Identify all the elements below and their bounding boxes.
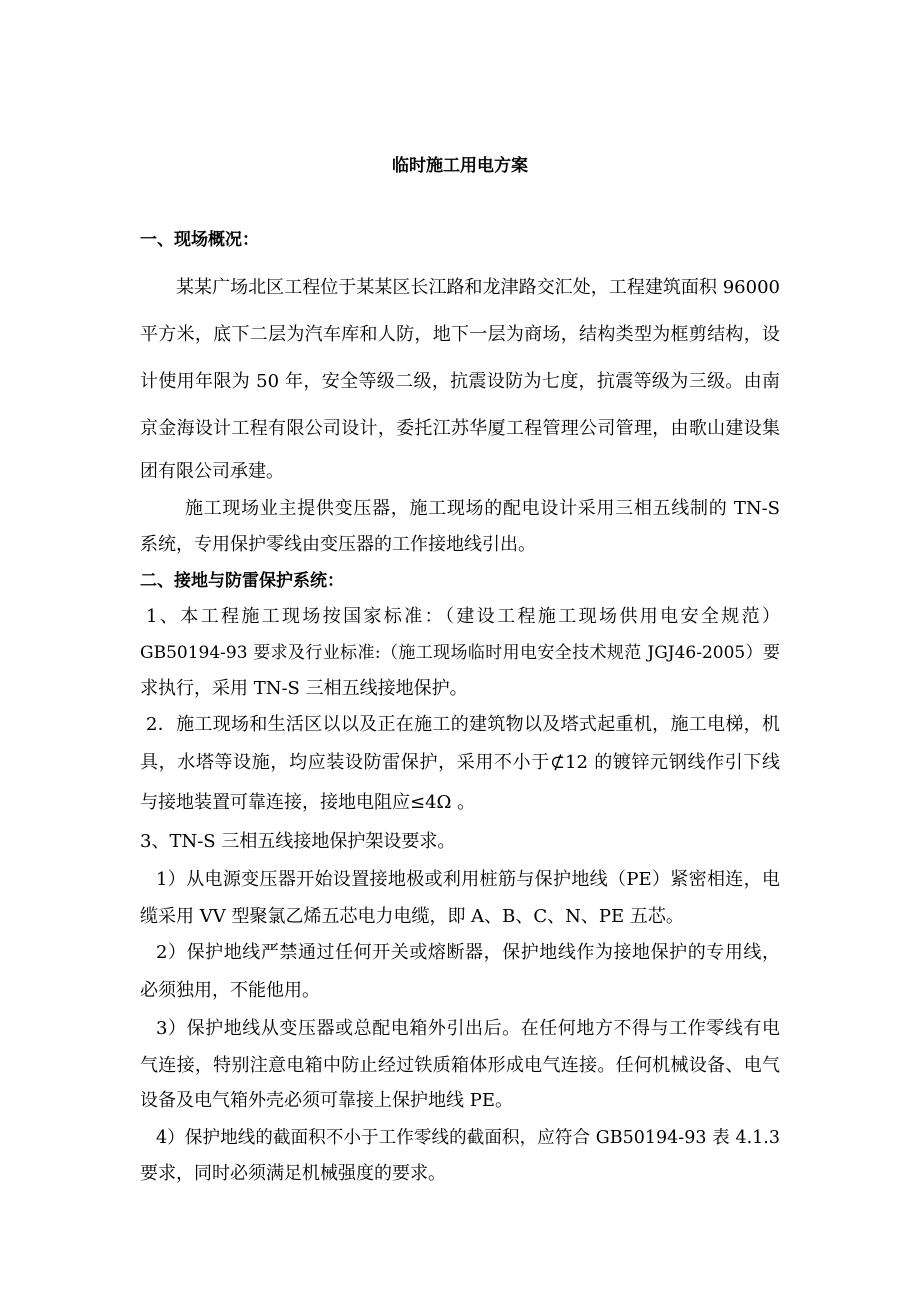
sub-item-line: 要求，同时必须满足机械强度的要求。 [140,1163,446,1184]
sub-item-line: 必须独用，不能他用。 [140,980,320,1001]
section-heading-site-overview: 一、现场概况： [140,230,259,250]
sub-item-line: 缆采用 VV 型聚氯乙烯五芯电力电缆，即 A、B、C、N、PE 五芯。 [140,906,684,927]
sub-item-line: 设备及电气箱外壳必须可靠接上保护地线 PE。 [140,1090,513,1111]
sub-item-line: 2）保护地线严禁通过任何开关或熔断器，保护地线作为接地保护的专用线， [156,942,780,963]
list-item-line: 2．施工现场和生活区以以及正在施工的建筑物以及塔式起重机，施工电梯，机 [146,714,780,735]
paragraph-line: 平方米，底下二层为汽车库和人防，地下一层为商场，结构类型为框剪结构，设 [140,324,780,345]
paragraph-line: 系统，专用保护零线由变压器的工作接地线引出。 [140,534,536,555]
paragraph-line: 某某广场北区工程位于某某区长江路和龙津路交汇处，工程建筑面积 96000 [176,277,780,298]
paragraph-line: 团有限公司承建。 [140,461,284,482]
list-item-line: 1、本工程施工现场按国家标准：（建设工程施工现场供用电安全规范） [146,606,780,627]
paragraph-line: 京金海设计工程有限公司设计，委托江苏华厦工程管理公司管理，由歌山建设集 [140,418,780,439]
sub-item-line: 4）保护地线的截面积不小于工作零线的截面积，应符合 GB50194-93 表 4.1.3 [156,1128,780,1148]
list-item-line: GB50194-93 要求及行业标准:（施工现场临时用电安全技术规范 JGJ46-2005）要 [140,643,780,663]
section-heading-grounding-lightning: 二、接地与防雷保护系统： [140,571,344,591]
sub-item-line: 气连接，特别注意电箱中防止经过铁质箱体形成电气连接。任何机械设备、电气 [140,1055,780,1076]
list-item-line: 具，水塔等设施，均应装设防雷保护，采用不小于⊄12 的镀锌元钢线作引下线 [140,752,780,773]
list-item-line: 求执行，采用 TN-S 三相五线接地保护。 [140,678,468,699]
sub-item-line: 1）从电源变压器开始设置接地极或利用桩筋与保护地线（PE）紧密相连，电 [156,869,780,890]
document-title: 临时施工用电方案 [392,156,528,176]
paragraph-line: 计使用年限为 50 年，安全等级二级，抗震设防为七度，抗震等级为三级。由南 [140,371,780,392]
list-item-line: 3、TN-S 三相五线接地保护架设要求。 [140,831,456,852]
sub-item-line: 3）保护地线从变压器或总配电箱外引出后。在任何地方不得与工作零线有电 [156,1018,780,1039]
list-item-line: 与接地装置可靠连接，接地电阻应≤4Ω 。 [140,792,476,813]
paragraph-line: 施工现场业主提供变压器，施工现场的配电设计采用三相五线制的 TN-S [185,498,780,519]
